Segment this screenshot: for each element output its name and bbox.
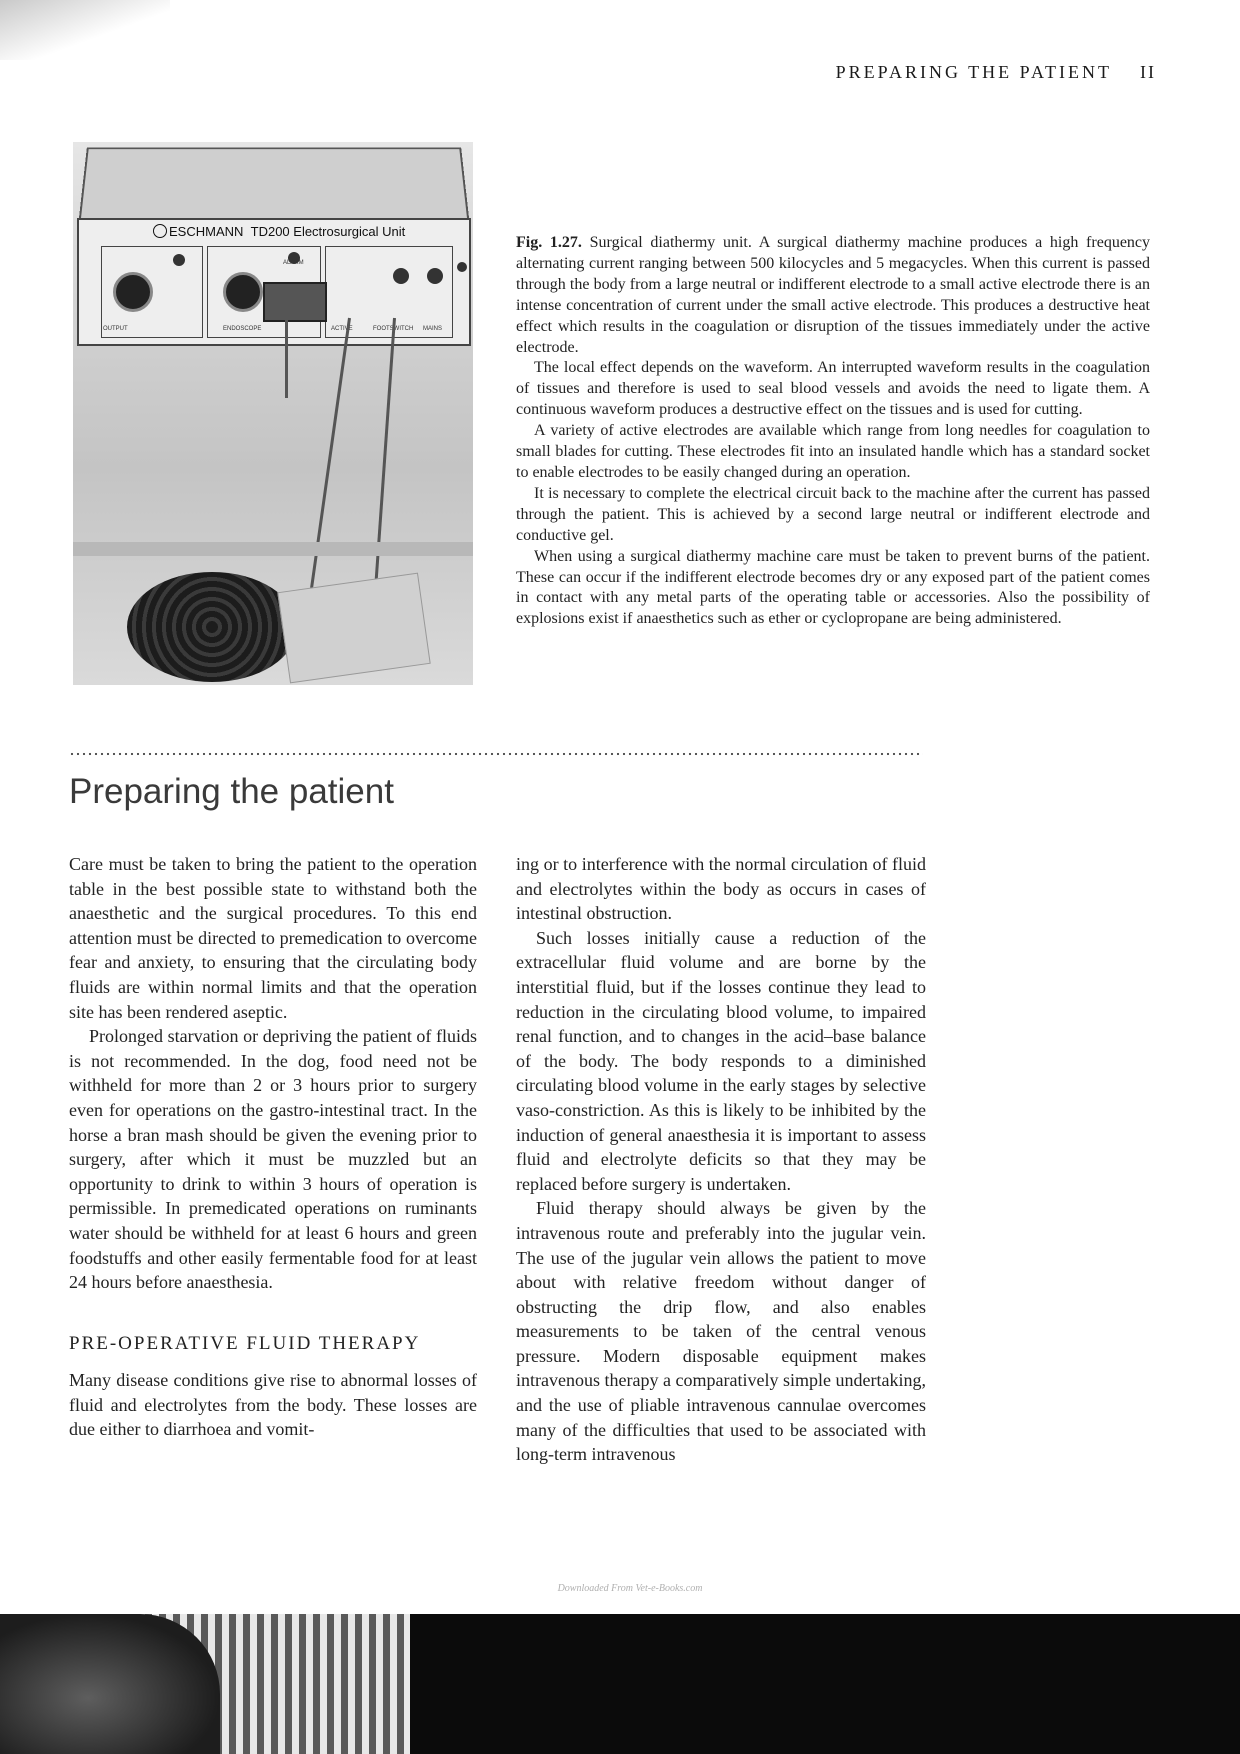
photo-alarm-label: ALARM [283, 260, 304, 266]
caption-paragraph: A variety of active electrodes are available which range from long needles for coagulation to small blades for cutting. These electrodes fit into an insulated handle which has a standard socket to enable electrodes to be easily changed during an operation. [516, 422, 1150, 481]
photo-footswitch-socket [427, 268, 443, 284]
photo-cable-left [285, 318, 288, 398]
photo-footswitch-label: FOOTSWITCH [373, 326, 414, 332]
photo-output-knob [113, 272, 153, 312]
body-paragraph: Many disease conditions give rise to abnormal losses of fluid and electrolytes from the body. These losses are due either to diarrhoea and vomit- [69, 1370, 477, 1440]
photo-connector-plate [263, 282, 327, 322]
photo-mains-label: MAINS [423, 326, 443, 332]
running-title: PREPARING THE PATIENT [835, 62, 1112, 82]
photo-brand-label: ESCHMANN TD200 Electrosurgical Unit [153, 224, 405, 239]
photo-unit-lid [79, 147, 469, 218]
photo-indicator-light [173, 254, 185, 266]
dotted-section-rule [69, 752, 923, 756]
photo-electrode-bag [277, 573, 430, 684]
photo-output-label: OUTPUT [103, 326, 128, 332]
body-paragraph: Prolonged starvation or depriving the patient of fluids is not recommended. In the dog, food need not be withheld for more than 2 or 3 hours prior to surgery even for operations on the gastro-intestinal tract. In the horse a bran mash should be given the evening prior to surgery, after which it must be muzzled but an opportunity to drink to within 3 hours of operation is permissible. In premedicated operations on ruminants water should be withheld for at least 6 hours and green foodstuffs and other easily fermentable food for at least 24 hours before anaesthesia. [69, 1026, 477, 1293]
caption-paragraph: It is necessary to complete the electrical circuit back to the machine after the current has passed through the patient. This is achieved by a second large neutral or indifferent electrode and conductive gel. [516, 484, 1150, 544]
body-paragraph: ing or to interference with the normal circulation of fluid and electrolytes within the body as occurs in cases of intestinal obstruction. [516, 854, 926, 924]
photo-active-section [325, 246, 453, 338]
subheading: PRE-OPERATIVE FLUID THERAPY [69, 1332, 421, 1354]
figure-caption [516, 233, 1150, 630]
body-column-right [516, 852, 926, 1467]
page-number: II [1140, 62, 1156, 82]
body-paragraph: Such losses initially cause a reduction of the extracellular fluid volume and are borne by the interstitial fluid, but if the losses continue they lead to reduction in the circulating blood volume, to impaired renal function, and to changes in the acid–base balance of the body. The body responds to a diminished circulating blood volume in the early stages by selective vaso-constriction. As this is likely to be inhibited by the induction of general anaesthesia it is important to assess fluid and electrolyte deficits so that they may be replaced before surgery is undertaken. [516, 927, 926, 1194]
photo-endoscope-knob [223, 272, 263, 312]
caption-paragraph: Fig. 1.27. Surgical diathermy unit. A surgical diathermy machine produces a high frequency alternating current ranging between 500 kilocycles and 5 megacycles. When this current is passed through the body from a large neutral or indifferent electrode to a small active electrode there is an intense concentration of current under the small active electrode. This produces a destructive heat effect which results in the coagulation or disruption of the tissues immediately under the active electrode. [516, 234, 1151, 356]
figure-photo-diathermy-unit [73, 142, 473, 685]
body-column-left [69, 852, 477, 1442]
photo-cable-middle [306, 318, 351, 615]
running-head [600, 62, 1156, 83]
body-paragraph: Fluid therapy should always be given by the intravenous route and preferably into the jugular vein. The use of the jugular vein allows the patient to move about with relative freedom without danger of obstructing the drip flow, and also enables measurements to be taken of the central venous pressure. Modern disposable equipment makes intravenous therapy a comparatively simple undertaking, and the use of pliable intravenous cannulae overcomes many of the difficulties that used to be associated with long-term intravenous [516, 1198, 926, 1465]
photo-active-socket [393, 268, 409, 284]
caption-paragraph: When using a surgical diathermy machine care must be taken to prevent burns of the patient. These can occur if the indifferent electrode becomes dry or any exposed part of the patient comes in contact with any metal parts of the operating table or accessories. Also the possibility of explosions exist if anaesthetics such as ether or cyclopropane are being administered. [516, 547, 1150, 628]
photo-shelf [73, 542, 473, 556]
section-title: Preparing the patient [69, 772, 394, 811]
photo-mains-light [457, 262, 467, 272]
scan-shadow-corner [0, 0, 170, 60]
photo-active-label: ACTIVE [331, 326, 353, 332]
download-watermark: Downloaded From Vet-e-Books.com [557, 1583, 703, 1594]
scan-thumb-shadow [0, 1614, 220, 1754]
eschmann-logo-icon [153, 224, 167, 238]
figure-label: Fig. 1.27. [516, 234, 582, 251]
scan-bottom-band [0, 1614, 1240, 1754]
photo-endoscope-label: ENDOSCOPE [223, 326, 262, 332]
body-paragraph: Care must be taken to bring the patient to the operation table in the best possible state to withstand both the anaesthetic and the surgical procedures. To this end attention must be directed to premedication to overcome fear and anxiety, to ensuring that the circulating body fluids are within normal limits and that the operation site has been rendered aseptic. [69, 854, 477, 1022]
caption-paragraph: The local effect depends on the waveform. An interrupted waveform results in the coagulation of tissues and therefore is used to seal blood vessels and avoids the need to ligate them. A continuous waveform produces a destructive effect on the tissues and is used for cutting. [516, 359, 1150, 419]
photo-foot-pedal [127, 572, 297, 682]
